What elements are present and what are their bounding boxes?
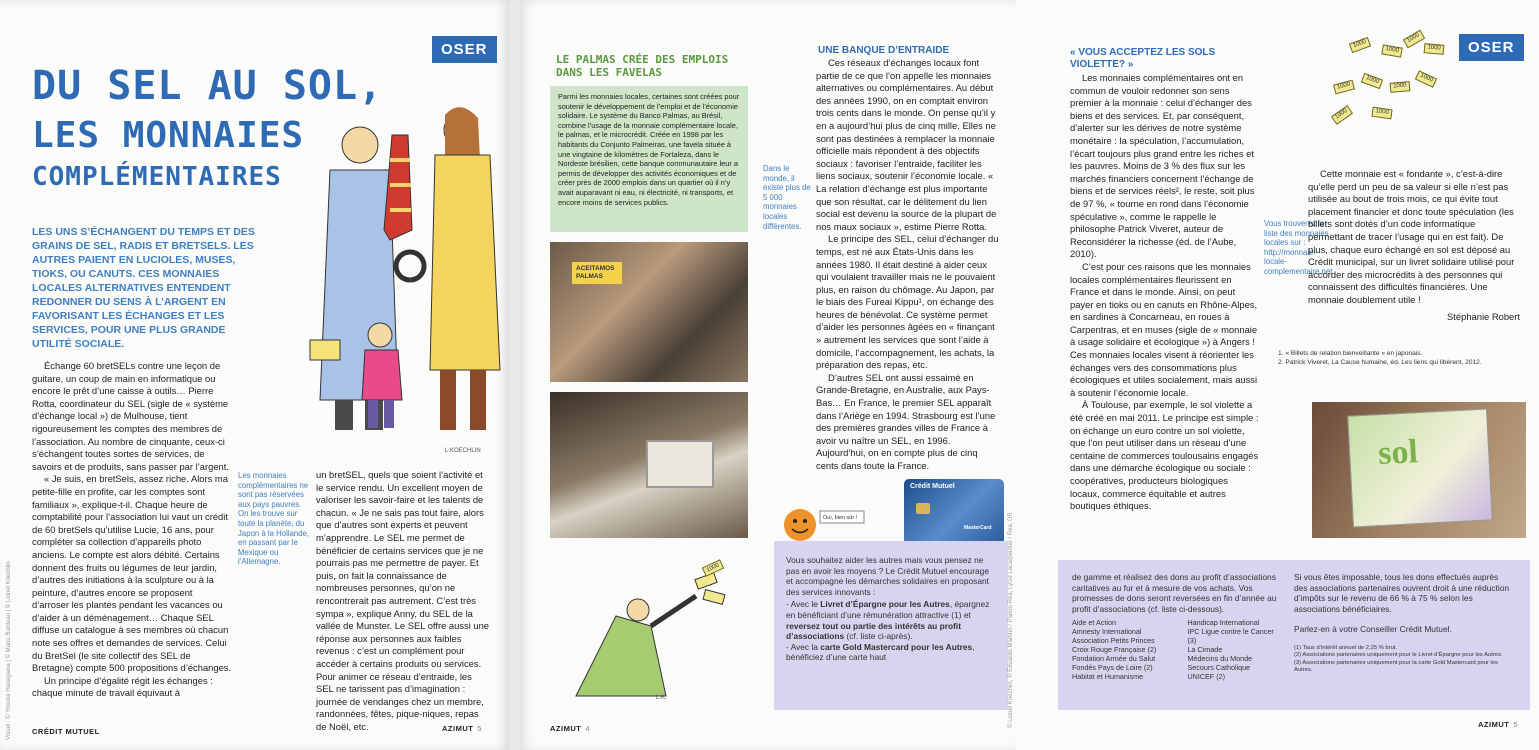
right-article-column bbox=[1070, 72, 1260, 513]
mother-figure bbox=[430, 107, 500, 430]
ad-item1-product: Livret d’Épargne pour les Autres bbox=[820, 599, 950, 610]
computer-screen bbox=[646, 440, 714, 488]
title-line-1: DU SEL AU SOL, bbox=[32, 63, 384, 109]
banknote-3: 1000 bbox=[1403, 30, 1425, 49]
right-col2-paragraph: Cette monnaie est « fondante », c’est-à-dire qu’elle perd un peu de sa valeur si elle n’est pas utilisée au bout de trois mois, ce qui évite tout placement financier et donc toute spéculation (les billets sont dotés d’un code informatique permettant de tracer l’usage qui en est fait). De plus, chaque euro échangé en sol est déposé au Crédit municipal, sur un livret solidaire utilisé pour accorder des microcrédits à des personnes qui connaissent des difficultés financières. Une monnaie doublement utile ! bbox=[1308, 168, 1515, 305]
right-footer bbox=[1478, 720, 1518, 729]
right-page-number: 5 bbox=[1513, 720, 1518, 729]
associations-left bbox=[1072, 618, 1179, 681]
photo-credit: Visuel : © Yosuke Hasegawa | © Manu Bardeau | © Lionel Koechlin bbox=[6, 561, 12, 740]
banknote-5: 1000 bbox=[1333, 80, 1355, 95]
at-sign-drawing bbox=[396, 252, 424, 280]
ad-item2-suffix: , bénéficiez d’une carte haut bbox=[786, 641, 975, 663]
page-number: 5 bbox=[477, 724, 482, 733]
banknote-10: 1000 bbox=[1371, 107, 1392, 120]
col1-paragraph-1: Échange 60 bretSELs contre une leçon de guitare, un coup de main en informatique ou encore le prêt d’une caisse à outils… Pierre Rotta, coordinateur du SEL (sigle de « système d’échange local ») de Mulhouse, tient rigoureusement les comptes des membres de l’association. Au nombre de cinquante, ceux-ci s’échangent toutes sortes de services, de savoirs et de produits, sans passer par l’argent. bbox=[32, 360, 229, 472]
association: Secours Catholique bbox=[1187, 663, 1251, 673]
association: Amnesty International bbox=[1072, 627, 1142, 637]
banknotes-illustration bbox=[1332, 32, 1450, 128]
middle-page bbox=[520, 0, 1016, 750]
ad-item-card bbox=[786, 642, 996, 663]
right-column-2 bbox=[1308, 168, 1520, 323]
sock-drawing bbox=[384, 135, 412, 240]
card-chip-icon bbox=[916, 503, 930, 514]
ad-item1-benefit: reversez tout ou partie des intérêts au profit d’associations bbox=[786, 620, 961, 642]
banknote-6: 1000 bbox=[1361, 73, 1383, 89]
smiley-icon bbox=[782, 505, 872, 545]
right-footer-magazine: AZIMUT bbox=[1478, 720, 1510, 729]
ad-col-2 bbox=[1294, 572, 1514, 675]
mid-photo-credit: © Lionel Koechlin, © Eduardo Martino / Panos-Rea, Lycie Lecarpentier / Rea, DR bbox=[1008, 512, 1014, 728]
banknote-4: 1000 bbox=[1424, 43, 1445, 55]
section-title: UNE BANQUE D’ENTRAIDE bbox=[818, 45, 950, 56]
oser-badge: OSER bbox=[432, 36, 497, 63]
col2-paragraph-1: un bretSEL, quels que soient l’activité et le service rendu. Un excellent moyen de valoriser les savoir-faire et les talents de chacun. « Je ne sais pas tout faire, alors que d’autres sont experts et peuvent m’apprendre. Le SEL me permet de bénéficier de certains services que je ne pourrais pas me permettre de payer. Et puis, on fait la connaissance de nombreuses personnes, qu’on ne rencontrerait pas autrement. C’est très sympa », explique Anny, du SEL de la vallée de Munster. Le SEL offre aussi une réponse aux personnes aux faibles revenus : c’est un complément pour accéder à certains produits ou services. Pour animer ce réseau d’entraide, les SEL ne tarissent pas d’imagination : journée de vendanges chez un membre, randonnées, fêtes, pique-niques, repas de Noël, etc. bbox=[316, 469, 490, 732]
ad-intro: Vous souhaitez aider les autres mais vous pensez ne pas en avoir les moyens ? Le Crédit Mutuel encourage et accompagne les démarches solidaires en proposant des services innovants : bbox=[786, 555, 989, 597]
banknote-9: 1000 bbox=[1331, 105, 1353, 125]
ad-item2-prefix: - Avec la bbox=[786, 641, 821, 652]
mid-paragraph-3: D’autres SEL ont aussi essaimé en Grande-Bretagne, en Australie, aux Pays-Bas… En France, le premier SEL apparaît dans l’Ariège en 1994. Strasbourg est l’une des premières grandes villes de France à avoir vu naître un SEL, en 1996. Aujourd’hui, on en compte plus de cinq cents dans toute la France. bbox=[816, 371, 996, 471]
article-column-right bbox=[816, 57, 1002, 473]
lead-paragraph: LES UNS S’ÉCHANGENT DU TEMPS ET DES GRAINS DE SEL, RADIS ET BRETSELS. LES AUTRES PAIENT EN LUCIOLES, MUSES, TIOKS, OU CANUTS. CES MONNAIES LOCALES ALTERNATIVES ENTENDENT REDONNER DU SENS À L’ARGENT EN FAVORISANT LES ÉCHANGES ET LES SERVICES, POUR UNE PLUS GRANDE UTILITÉ SOCIALE. bbox=[32, 226, 255, 350]
col1-paragraph-3: Un principe d’égalité régit les échanges : chaque minute de travail équivaut à bbox=[32, 674, 213, 699]
ad-call-to-action: Parlez-en à votre Conseiller Crédit Mutuel. bbox=[1294, 624, 1452, 635]
ad-tax-text: Si vous êtes imposable, tous les dons effectués auprès des associations partenaires ouvrent droit à une réduction d’impôts sur le revenu de 66 % à 75 % selon les associations bénéficiaires. bbox=[1294, 572, 1510, 614]
ad-footnote-1: (1) Taux d’intérêt annuel de 2,25 % brut. bbox=[1294, 644, 1398, 651]
association: Croix Rouge Française (2) bbox=[1072, 645, 1157, 655]
association: Habitat et Humanisme bbox=[1072, 672, 1144, 682]
palmas-sign: ACEITAMOS PALMAS bbox=[572, 262, 622, 284]
association: Handicap International bbox=[1187, 618, 1260, 628]
ad-item1-prefix: - Avec le bbox=[786, 599, 821, 610]
footnote-1: 1. « Billets de relation bienveillante » en japonais. bbox=[1278, 350, 1423, 357]
credit-card-image bbox=[904, 479, 1004, 545]
right-oser-badge: OSER bbox=[1459, 34, 1524, 61]
banknote-2: 1000 bbox=[1381, 44, 1402, 57]
ad-item1-middle: , épargnez en bénéficiant d’une rémunération attractive (1) et bbox=[786, 599, 990, 620]
footer-magazine bbox=[442, 724, 482, 733]
family-illustration bbox=[280, 100, 510, 460]
footnotes bbox=[1278, 350, 1518, 367]
sol-logo: sol bbox=[1377, 433, 1419, 473]
associations-right bbox=[1187, 618, 1284, 681]
card-brand: Crédit Mutuel bbox=[910, 483, 955, 490]
article-column-2 bbox=[316, 469, 490, 733]
right-sidenote: Vous trouverez la liste des monnaies locales sur : http://monnaie-locale-complementaire.net bbox=[1264, 219, 1333, 276]
ad-footnote-2: (2) Associations partenaires uniquement pour le Livret d’Épargne pour les Autres. bbox=[1294, 652, 1503, 659]
sidenote: Les monnaies complémentaires ne sont pas réservées aux pays pauvres. On les trouve sur toute la planète, du Japon à la Hollande, en passant par le Mexique ou l’Allemagne. bbox=[238, 471, 310, 567]
palmas-box-title: LE PALMAS CRÉE DES EMPLOIS DANS LES FAVELAS bbox=[556, 53, 729, 79]
ad-col1-text: de gamme et réalisez des dons au profit d’associations caritatives au fur et à mesure de vos achats. Vos promesses de dons seront reversées en fin d’année au profit d’associations (cf. liste ci-dessous). bbox=[1072, 572, 1277, 614]
credit-mutuel-ad-continued bbox=[1058, 560, 1530, 710]
association: Association Petits Princes bbox=[1072, 636, 1155, 646]
associations-list bbox=[1072, 618, 1284, 681]
footnote-2: 2. Patrick Viveret, La Cause humaine, éd. Les liens qui libèrent, 2012. bbox=[1278, 358, 1482, 366]
right-page bbox=[1016, 0, 1539, 750]
illustrator-signature: L.KOECHLIN bbox=[445, 448, 481, 454]
association: Médecins du Monde bbox=[1187, 654, 1253, 664]
article-author: Stéphanie Robert bbox=[1447, 310, 1520, 322]
ad-col-1 bbox=[1072, 572, 1284, 681]
ad-item-livret bbox=[786, 599, 996, 641]
bank-teller-photo bbox=[550, 392, 748, 538]
banknote-7: 1000 bbox=[1390, 81, 1411, 93]
sol-violette-title: « VOUS ACCEPTEZ LES SOLS VIOLETTE? » bbox=[1070, 47, 1216, 70]
association: UNICEF (2) bbox=[1187, 672, 1225, 682]
mid-illustrator-signature: L.K. bbox=[656, 695, 667, 701]
title-line-3: COMPLÉMENTAIRES bbox=[32, 162, 282, 192]
association: La Cimade bbox=[1187, 645, 1223, 655]
mid-page-number: 4 bbox=[585, 724, 590, 733]
sol-cards-photo bbox=[1312, 402, 1526, 538]
right-paragraph-1: Les monnaies complémentaires ont en commun de vouloir redonner son sens premier à la monnaie : celui d’échanger des biens et des services. Et, par conséquent, d’alerter sur les dérives de notre système monétaire : la spéculation, l’accumulation, l’écart toujours plus grand entre les riches et les pauvres. Moins de 3 % des flux sur les marchés financiers concernent l’échange de biens et de services réels², le reste, soit plus de 97 %, « tourne en rond dans l’économie spéculative », comme le rappelle le philosophe Patrick Viveret, auteur de Reconsidérer la richesse (éd. de l’Aube, 2010). bbox=[1070, 72, 1255, 260]
ad-item2-product: carte Gold Mastercard pour les Autres bbox=[820, 641, 973, 652]
speech-bubble: Oui, bien sûr ! bbox=[823, 515, 858, 521]
mid-footer-magazine: AZIMUT bbox=[550, 724, 582, 733]
ad-footnotes bbox=[1294, 645, 1514, 675]
ad-footnote-3: (3) Associations partenaires uniquement pour la carte Gold Mastercard pour les Autres. bbox=[1294, 659, 1498, 674]
card-network: MasterCard bbox=[964, 525, 992, 531]
mid-footer bbox=[550, 724, 590, 733]
banknote-1: 1000 bbox=[1349, 37, 1371, 53]
floating-banknote: 1000 bbox=[702, 559, 724, 577]
left-page bbox=[0, 0, 510, 750]
mid-paragraph-1: Ces réseaux d’échanges locaux font partie de ce que l’on appelle les monnaies alternatives ou complémentaires. Au début des années 1990, on en comptait environ trois cents dans le monde. On pense qu’il y en a aujourd’hui plus de cinq mille. Elles ne sont pas destinées à remplacer la monnaie officielle mais répondent à des objectifs sociaux : favoriser l’entraide, faciliter les liens sociaux, soutenir l’économie locale. « La relation d’échange est plus importante que son résultat, car le délitement du lien social est devenu la source de la plupart de nos maux sociaux », estime Pierre Rotta. bbox=[816, 57, 997, 232]
article-column-1 bbox=[32, 360, 232, 700]
right-paragraph-3: À Toulouse, par exemple, le sol violette a été créé en mai 2011. Le principe est simple : on échange un euro contre un sol violette, que l’on peut utiliser dans un réseau d’une centaine de commerces toulousains engagés dans une démarche écologique ou sociale : coopératives, producteurs biologiques locaux, commerce équitable et autres boutiques éthiques. bbox=[1070, 399, 1259, 512]
ad-item1-suffix: (cf. liste ci-après). bbox=[844, 631, 913, 642]
footer-brand: CRÉDIT MUTUEL bbox=[32, 727, 100, 736]
sol-card-image bbox=[1347, 408, 1493, 527]
association: IPC Ligue contre le Cancer (3) bbox=[1187, 627, 1274, 646]
mid-sidenote: Dans le monde, il existe plus de 5 000 monnaies locales différentes. bbox=[763, 164, 811, 231]
banknote-8: 1000 bbox=[1415, 70, 1437, 88]
association: Fondés Pays de Loire (2) bbox=[1072, 663, 1153, 673]
mid-paragraph-2: Le principe des SEL, celui d’échanger du temps, est né aux États-Unis dans les années 1980. Il était destiné à aider ceux qui voulaient travailler mais ne le pouvaient plus, en raison du chômage. Au Japon, par le biais des Fureai Kippu¹, on échange des heures de bénévolat. Ce système permet d’aider les personnes âgées en « finançant » autrement les services que sont l’aide à domicile, l’accompagnement, les achats, la préparation des repas, etc. bbox=[816, 233, 999, 371]
money-man-illustration bbox=[556, 556, 746, 706]
title-line-2: LES MONNAIES bbox=[32, 115, 305, 156]
right-paragraph-2: C’est pour ces raisons que les monnaies locales complémentaires fleurissent en France et dans le monde. Ainsi, on peut payer en tioks ou en canuts en Rhône-Alpes, en sardines à Concarneau, en roues à Carpentras, et en muses (sigle de « monnaie à usage solidaire et écologique ») à Angers ! Ces monnaies locales visent à réorienter les échanges vers des consommations plus écologiques et utiles socialement, mais aussi à soutenir l’économie locale. bbox=[1070, 260, 1258, 398]
market-photo bbox=[550, 242, 748, 382]
palmas-box-text: Parmi les monnaies locales, certaines sont créées pour soutenir le développement de l’emploi et de l’économie solidaire. Le système du Banco Palmas, au Brésil, combine l’usage de la monnaie complémentaire locale, le palmas, et le microcrédit. Créée en 1998 par les habitants du Conjunto Palmeiras, une favela située à une vingtaine de kilomètres de Fortaleza, dans le Nordeste brésilien, cette banque communautaire leur a permis de développer des activités économiques et de créer près de 2000 emplois dans un quartier où il n’y avait auparavant ni eau, ni électricité, ni transports, et encore moins de services publics. bbox=[550, 86, 748, 232]
association: Fondation Armée du Salut bbox=[1072, 654, 1156, 664]
col1-paragraph-2: « Je suis, en bretSels, assez riche. Alors ma petite-fille en profite, car les comptes sont familiaux », explique-t-il. Chaque heure de comptabilité pour l’association lui vaut un crédit de 60 bretSels qu’utilise Lucie, 16 ans, pour compléter sa collection d’appareils photo anciens. Le compte est alors débité. Certains donnent des fruits ou légumes de leur jardin, d’autres des initiations à la sculpture ou à la peinture, d’autres encore se proposent d’arroser les plantes pendant les vacances ou d’aider à un déménagement… Chaque SEL diffuse un catalogue à ses membres où chacun note ses offres et demandes de services. Celui du BretSel (le site collectif des SEL de Bretagne) compte 500 propositions d’échanges. bbox=[32, 473, 232, 674]
credit-mutuel-ad bbox=[774, 541, 1008, 710]
association: Aide et Action bbox=[1072, 618, 1116, 628]
footer-magazine-name: AZIMUT bbox=[442, 724, 474, 733]
